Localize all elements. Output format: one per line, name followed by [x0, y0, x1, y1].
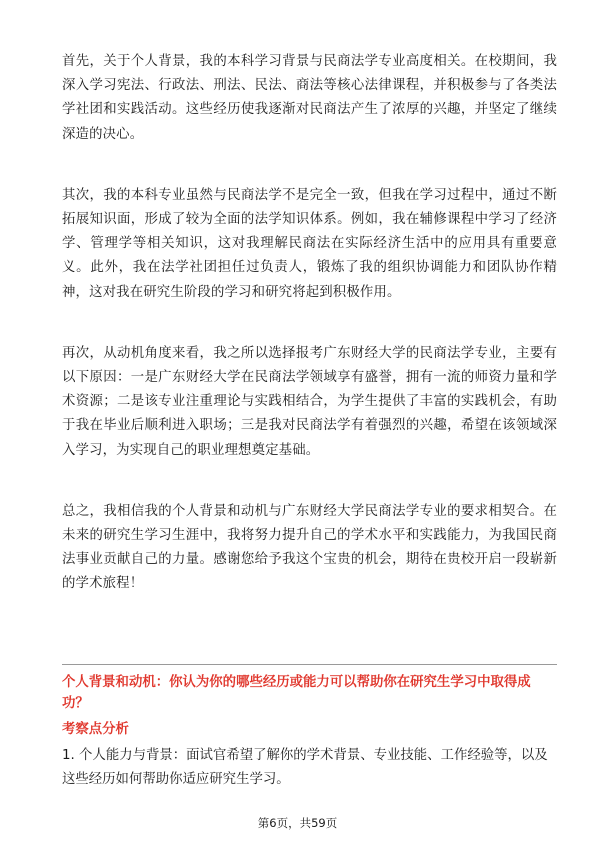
- paragraph-motivation: 再次，从动机角度来看，我之所以选择报考广东财经大学的民商法学专业，主要有以下原因：一是广东财经大学在民商法学领域享有盛誉，拥有一流的师资力量和学术资源；二是该专业注重理论与实践相结合，为学生提供了丰富的实践机会，有助于我在毕业后顺利进入职场；三是我对民商法学有着强烈的兴趣，希望在该领域深入学习，为实现自己的职业理想奠定基础。: [62, 345, 557, 458]
- paragraph-background: 首先，关于个人背景，我的本科学习背景与民商法学专业高度相关。在校期间，我深入学习宪法、行政法、刑法、民法、商法等核心法律课程，并积极参与了各类法学社团和实践活动。这些经历使我逐渐对民商法产生了浓厚的兴趣，并坚定了继续深造的决心。: [62, 54, 557, 142]
- section-divider: [62, 664, 557, 665]
- analysis-heading: 考察点分析: [62, 722, 129, 737]
- paragraph-knowledge: 其次，我的本科专业虽然与民商法学不是完全一致，但我在学习过程中，通过不断拓展知识面，形成了较为全面的法学知识体系。例如，我在辅修课程中学习了经济学、管理学等相关知识，这对我理解民商法在实际经济生活中的应用具有重要意义。此外，我在法学社团担任过负责人，锻炼了我的组织协调能力和团队协作精神，这对我在研究生阶段的学习和研究将起到积极作用。: [62, 187, 557, 300]
- page-number: 第6页，共59页: [257, 816, 338, 830]
- paragraph-spacer: [62, 305, 557, 342]
- question-heading: 个人背景和动机：你认为你的哪些经历或能力可以帮助你在研究生学习中取得成功？: [62, 675, 531, 711]
- paragraph-conclusion: 总之，我相信我的个人背景和动机与广东财经大学民商法学专业的要求相契合。在未来的研究生学习生涯中，我将努力提升自己的学术水平和实践能力，为我国民商法事业贡献自己的力量。感谢您给予我这个宝贵的机会，期待在贵校开启一段崭新的学术旅程！: [62, 503, 557, 592]
- answer-body: [62, 50, 557, 597]
- paragraph-spacer: [62, 147, 557, 184]
- analysis-point: 1. 个人能力与背景：面试官希望了解你的学术背景、专业技能、工作经验等，以及这些经历如何帮助你适应研究生学习。: [62, 748, 548, 788]
- paragraph-spacer: [62, 463, 557, 500]
